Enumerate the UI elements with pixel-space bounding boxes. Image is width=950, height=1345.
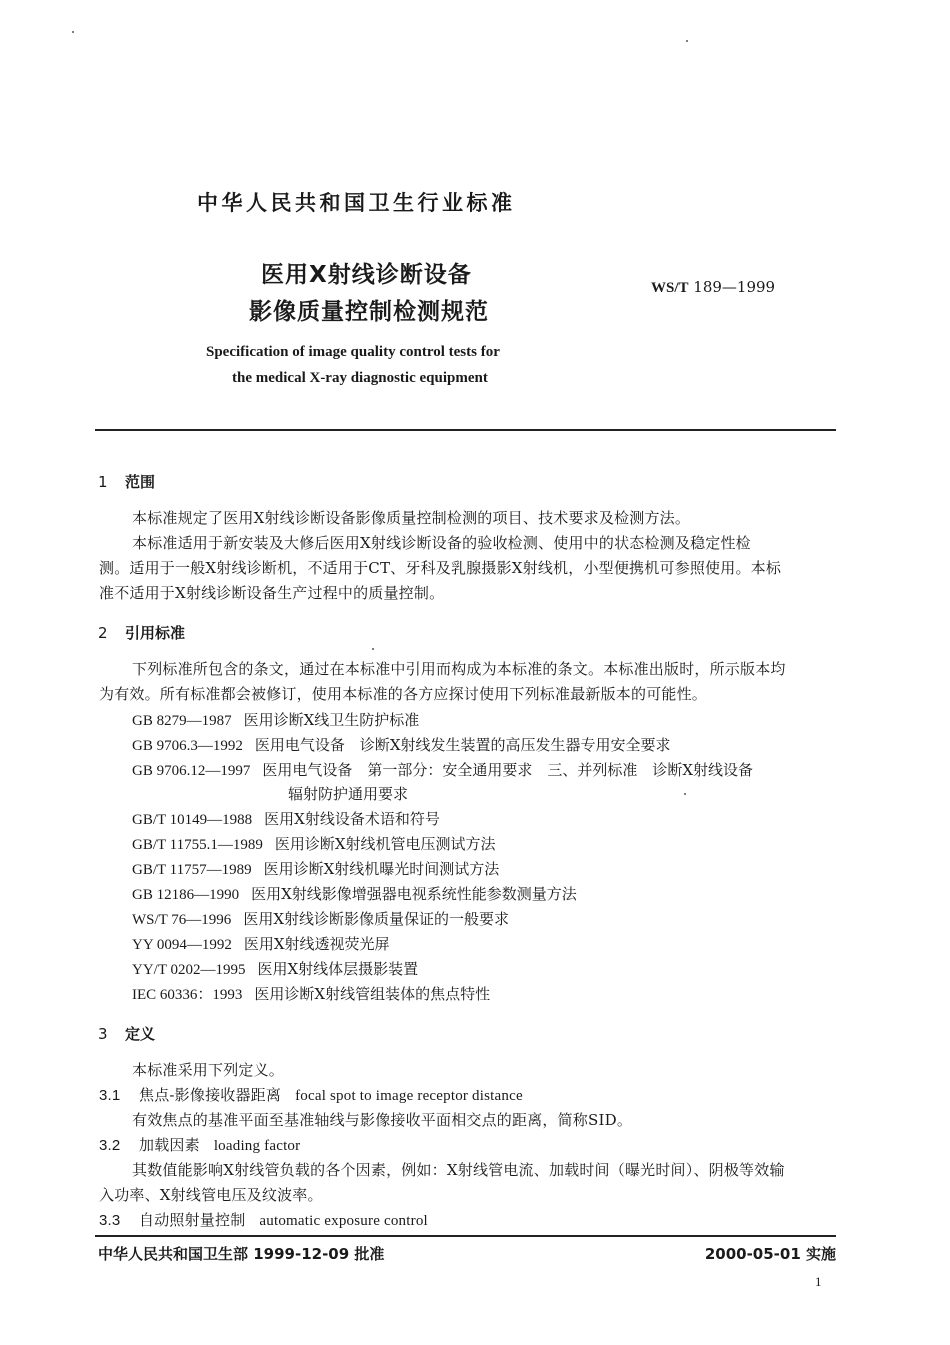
reference-item: GB/T 10149—1988 医用X射线设备术语和符号 (132, 810, 440, 828)
standard-number (651, 278, 775, 297)
section1-number: 1 (98, 473, 108, 491)
section3-number: 3 (98, 1025, 108, 1043)
definition-heading: 3.1 焦点-影像接收器距离 focal spot to image receptor distance (99, 1086, 523, 1104)
reference-item: YY/T 0202—1995 医用X射线体层摄影装置 (132, 960, 419, 978)
reference-item: GB 9706.3—1992 医用电气设备 诊断X射线发生装置的高压发生器专用安全要求 (132, 736, 671, 754)
title-en-line1: Specification of image quality control tests for (206, 344, 500, 360)
scan-speck (684, 793, 686, 795)
definition-heading: 3.2 加载因素 loading factor (99, 1136, 301, 1154)
section2-paragraph-line2: 为有效。所有标准都会被修订，使用本标准的各方应探讨使用下列标准最新版本的可能性。 (99, 685, 708, 703)
title-en-line2: the medical X-ray diagnostic equipment (232, 370, 488, 386)
reference-item: GB/T 11757—1989 医用诊断X射线机曝光时间测试方法 (132, 860, 500, 878)
title-cn-line2: 影像质量控制检测规范 (249, 299, 489, 325)
reference-item: GB 8279—1987 医用诊断X线卫生防护标准 (132, 711, 420, 729)
section3-intro: 本标准采用下列定义。 (132, 1061, 285, 1079)
reference-item: GB 9706.12—1997 医用电气设备 第一部分：安全通用要求 三、并列标准 诊断X射线设备 (132, 761, 754, 779)
section1-paragraph2-line1: 本标准适用于新安装及大修后医用X射线诊断设备的验收检测、使用中的状态检测及稳定性检 (132, 534, 751, 552)
section1-heading (98, 471, 155, 492)
section1-paragraph2-line3: 准不适用于X射线诊断设备生产过程中的质量控制。 (99, 584, 445, 602)
reference-item: YY 0094—1992 医用X射线透视荧光屏 (132, 935, 390, 953)
footer-rule (95, 1235, 836, 1237)
approval-line: 中华人民共和国卫生部 1999-12-09 批准 (98, 1245, 385, 1263)
reference-item: GB/T 11755.1—1989 医用诊断X射线机管电压测试方法 (132, 835, 496, 853)
section2-paragraph-line1: 下列标准所包含的条文，通过在本标准中引用而构成为本标准的条文。本标准出版时，所示版本均 (132, 660, 786, 678)
definition-text: 有效焦点的基准平面至基准轴线与影像接收平面相交点的距离，简称SID。 (132, 1111, 633, 1129)
reference-item: WS/T 76—1996 医用X射线诊断影像质量保证的一般要求 (132, 910, 509, 928)
scan-speck (686, 40, 688, 42)
section1-paragraph1: 本标准规定了医用X射线诊断设备影像质量控制检测的项目、技术要求及检测方法。 (132, 509, 691, 527)
reference-item: IEC 60336：1993 医用诊断X射线管组装体的焦点特性 (132, 985, 491, 1003)
effective-date: 2000-05-01 实施 (704, 1245, 836, 1263)
definition-text: 其数值能影响X射线管负载的各个因素，例如：X射线管电流、加载时间（曝光时间）、阴极等效输 (132, 1161, 785, 1179)
scan-speck (372, 648, 374, 650)
section2-title: 引用标准 (125, 624, 186, 642)
standard-category: 中华人民共和国卫生行业标准 (197, 191, 516, 215)
header-rule (95, 429, 836, 431)
reference-item-continuation: 辐射防护通用要求 (288, 785, 409, 803)
page-number: 1 (815, 1274, 822, 1289)
reference-item: GB 12186—1990 医用X射线影像增强器电视系统性能参数测量方法 (132, 885, 577, 903)
standard-number-value: 189—1999 (693, 278, 776, 296)
section3-title: 定义 (125, 1025, 156, 1043)
section1-title: 范围 (125, 473, 156, 491)
standard-number-prefix: WS/T (651, 280, 689, 296)
title-cn-line1: 医用X射线诊断设备 (261, 262, 472, 288)
definition-heading: 3.3 自动照射量控制 automatic exposure control (99, 1211, 428, 1229)
section3-heading (98, 1023, 155, 1044)
scan-speck (72, 31, 74, 33)
definition-text: 入功率、X射线管电压及纹波率。 (99, 1186, 323, 1204)
section1-paragraph2-line2: 测。适用于一般X射线诊断机，不适用于CT、牙科及乳腺摄影X射线机，小型便携机可参照使用。本标 (99, 559, 782, 577)
section2-heading (98, 622, 185, 643)
section2-number: 2 (98, 624, 108, 642)
